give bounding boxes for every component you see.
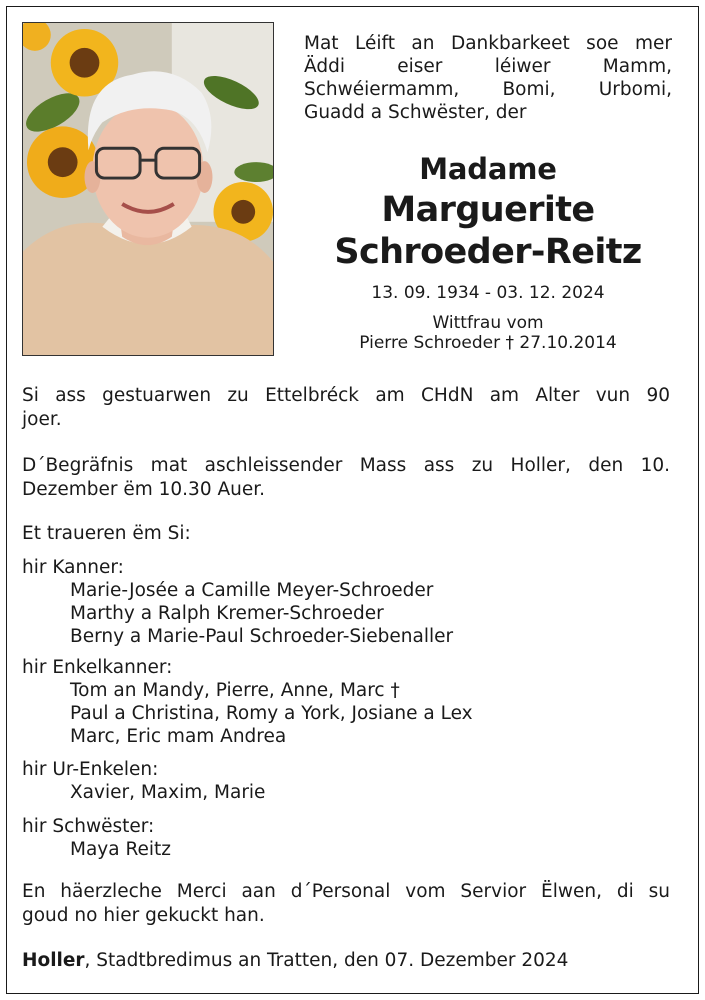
- family-member: Paul a Christina, Romy a York, Josiane a Lex: [70, 703, 473, 724]
- closing-place: Holler: [22, 950, 85, 971]
- late-husband: Pierre Schroeder † 27.10.2014: [359, 333, 617, 353]
- paragraph-line: Dezember ëm 10.30 Auer.: [22, 479, 266, 500]
- family-member: Marthy a Ralph Kremer-Schroeder: [70, 603, 384, 624]
- portrait-illustration: [23, 23, 273, 355]
- paragraph-line: Si ass gestuarwen zu Ettelbréck am CHdN am Alter vun 90: [22, 385, 670, 406]
- intro-line: Äddi eiser léiwer Mamm,: [304, 56, 672, 77]
- thanks-paragraph: [22, 880, 670, 928]
- group-label: hir Schwëster:: [22, 816, 155, 837]
- grandchildren-group: [22, 656, 670, 748]
- intro-line: Mat Léift an Dankbarkeet soe mer: [304, 33, 672, 54]
- paragraph-line: D´Begräfnis mat aschleissender Mass ass zu Holler, den 10.: [22, 455, 670, 476]
- life-dates: 13. 09. 1934 - 03. 12. 2024: [371, 283, 605, 303]
- paragraph-line: joer.: [22, 409, 62, 430]
- family-member: Marc, Eric mam Andrea: [70, 726, 287, 747]
- widow-of-label: Wittfrau vom: [432, 313, 544, 333]
- death-paragraph: [22, 384, 670, 432]
- group-label: hir Kanner:: [22, 557, 124, 578]
- portrait-photo: [22, 22, 274, 356]
- group-label: hir Enkelkanner:: [22, 657, 173, 678]
- intro-text: [304, 32, 672, 124]
- intro-line: Schwéiermamm, Bomi, Urbomi,: [304, 79, 672, 100]
- group-label: hir Ur-Enkelen:: [22, 759, 159, 780]
- closing-details: , Stadtbredimus an Tratten, den 07. Dezember 2024: [84, 950, 569, 971]
- family-member: Marie-Josée a Camille Meyer-Schroeder: [70, 580, 434, 601]
- deceased-last-name: Schroeder-Reitz: [334, 232, 642, 272]
- family-member: Berny a Marie-Paul Schroeder-Siebenaller: [70, 626, 454, 647]
- deceased-first-name: Marguerite: [381, 190, 595, 230]
- intro-line: Guadd a Schwëster, der: [304, 102, 527, 123]
- honorific-title: Madame: [419, 152, 557, 186]
- paragraph-line: goud no hier gekuckt han.: [22, 905, 265, 926]
- closing-line: [22, 950, 568, 971]
- paragraph-line: En häerzleche Merci aan d´Personal vom Servior Ëlwen, di su: [22, 881, 670, 902]
- children-group: [22, 556, 670, 648]
- great-grandchildren-group: [22, 758, 670, 804]
- family-member: Tom an Mandy, Pierre, Anne, Marc †: [70, 680, 400, 701]
- family-member: Xavier, Maxim, Marie: [70, 782, 266, 803]
- mourners-intro: Et traueren ëm Si:: [22, 523, 191, 544]
- funeral-paragraph: [22, 454, 670, 502]
- sister-group: [22, 815, 670, 861]
- family-member: Maya Reitz: [70, 839, 171, 860]
